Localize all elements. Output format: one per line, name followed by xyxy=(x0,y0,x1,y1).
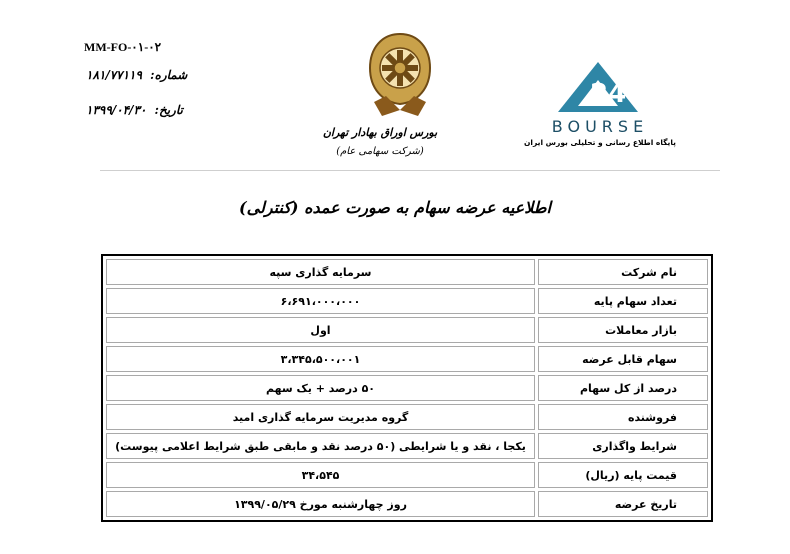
letter-date-label: تاریخ: xyxy=(154,103,183,117)
row-label: تعداد سهام پایه xyxy=(538,288,708,314)
row-value: گروه مدیریت سرمایه گذاری امید xyxy=(106,404,535,430)
row-value: ۶،۶۹۱،۰۰۰،۰۰۰ xyxy=(106,288,535,314)
tehran-stock-exchange-emblem-icon xyxy=(360,30,440,118)
row-label: سهام قابل عرضه xyxy=(538,346,708,372)
offering-details-body xyxy=(106,259,708,517)
letter-date xyxy=(84,103,185,117)
row-label: تاریخ عرضه xyxy=(538,491,708,517)
row-label: بازار معاملات xyxy=(538,317,708,343)
table-row xyxy=(106,259,708,285)
svg-text:24: 24 xyxy=(590,79,627,109)
notice-title: اطلاعیه عرضه سهام به صورت عمده (کنترلی) xyxy=(239,198,551,217)
row-label: درصد از کل سهام xyxy=(538,375,708,401)
row-value: روز چهارشنبه مورخ ۱۳۹۹/۰۵/۲۹ xyxy=(106,491,535,517)
row-label: نام شرکت xyxy=(538,259,708,285)
tse-name: بورس اوراق بهادار تهران xyxy=(322,126,438,139)
bourse-wordmark: BOURSE xyxy=(551,117,649,136)
row-label: قیمت پایه (ریال) xyxy=(538,462,708,488)
row-value: سرمایه گذاری سپه xyxy=(106,259,535,285)
form-code: MM-FO-۰۱-۰۲ xyxy=(84,40,162,54)
row-value: ۳،۳۴۵،۵۰۰،۰۰۱ xyxy=(106,346,535,372)
table-row xyxy=(106,462,708,488)
offering-details-table xyxy=(101,254,713,522)
letter-date-value: ۱۳۹۹/۰۴/۳۰ xyxy=(86,103,147,117)
table-row xyxy=(106,404,708,430)
row-label: فروشنده xyxy=(538,404,708,430)
table-row xyxy=(106,346,708,372)
table-row xyxy=(106,433,708,459)
table-row xyxy=(106,491,708,517)
table-row xyxy=(106,317,708,343)
table-row xyxy=(106,288,708,314)
bourse-tagline: پایگاه اطلاع رسانی و تحلیلی بورس ایران xyxy=(524,138,676,147)
row-value: ۳۴،۵۴۵ xyxy=(106,462,535,488)
bourse-24-logo-icon xyxy=(520,56,680,140)
row-value: ۵۰ درصد + یک سهم xyxy=(106,375,535,401)
row-value: اول xyxy=(106,317,535,343)
row-label: شرایط واگذاری xyxy=(538,433,708,459)
letter-number-label: شماره: xyxy=(150,68,188,82)
table-row xyxy=(106,375,708,401)
tse-subtitle: (شرکت سهامی عام) xyxy=(336,146,424,157)
row-value: یکجا ، نقد و یا شرایطی (۵۰ درصد نقد و مابقی طبق شرایط اعلامی پیوست) xyxy=(106,433,535,459)
header-divider xyxy=(100,170,720,171)
letter-number xyxy=(84,68,189,82)
letter-number-value: ۱۸۱/۷۷۱۱۹ xyxy=(86,68,142,82)
